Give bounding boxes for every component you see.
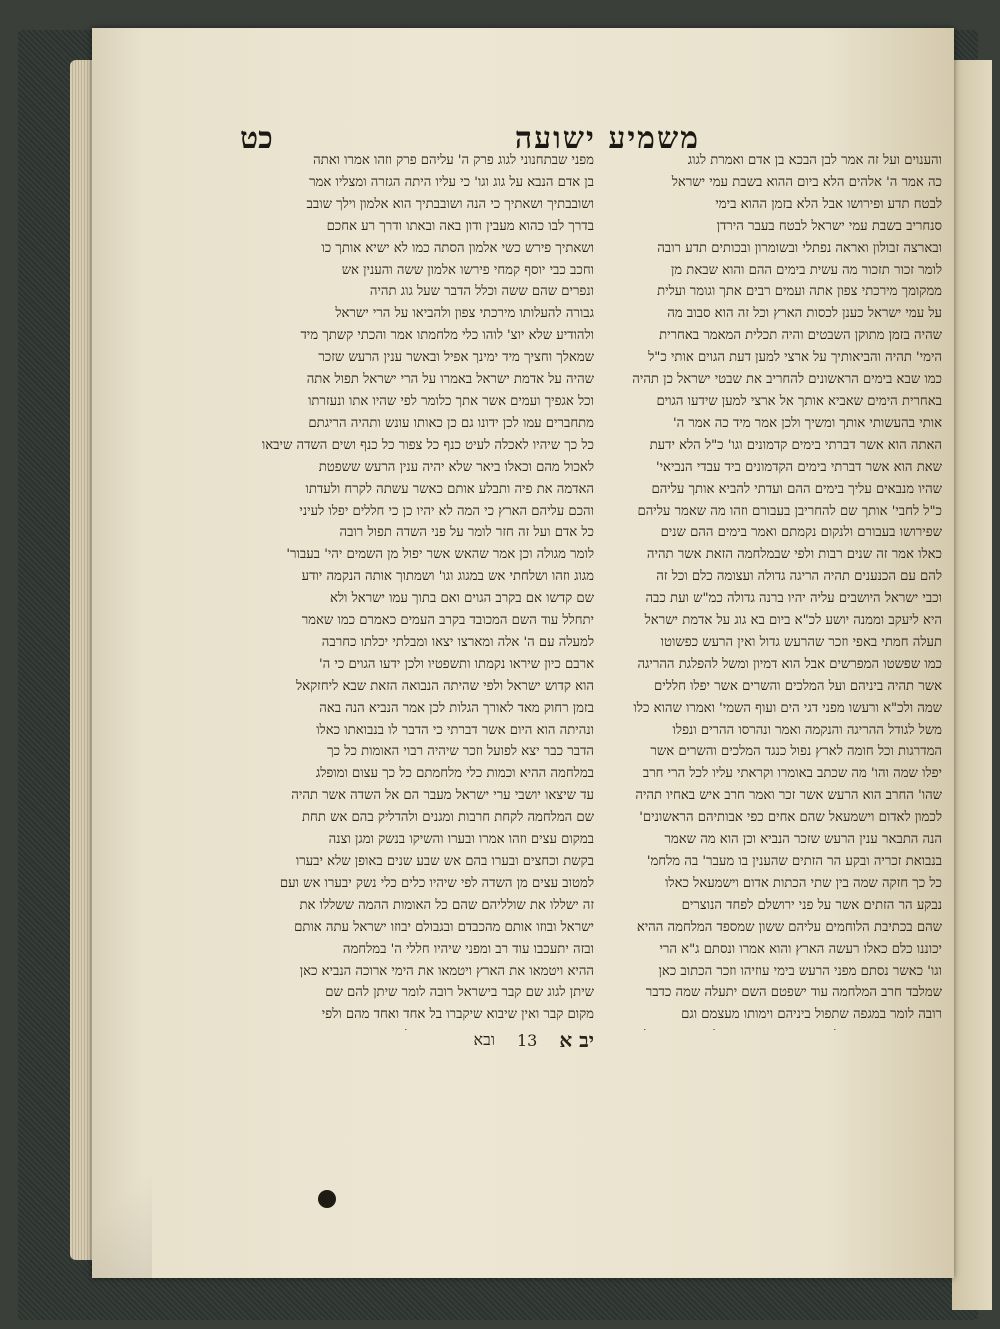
- text-line: משל לגודל ההריגה והנקמה ואמר ונהרסו ההרים ונפלו: [672, 722, 942, 738]
- text-line: המדרגות וכל חומה לארץ נפול כנגד המלכים והשרים אשר: [650, 744, 942, 760]
- text-line: הוא קדוש ישראל ולפי שהיתה הנבואה הזאת שבא ליחזקאל: [296, 678, 594, 694]
- text-line: לבטח תדע ופירושו אבל הלא בזמן ההוא בימי: [715, 196, 942, 212]
- text-line: היא ליעקב וממנה יושע לכ"א ביום בא גוג על אדמת ישראל: [644, 613, 942, 629]
- text-line: ארבם כיון שיראו נקמתו ותשפטיו ולכן ידעו הגוים כי ה': [318, 656, 594, 672]
- text-line: למטוב עצים מן השדה לפי שיהיו כלים כלי נשק יבערו אש ועם: [279, 875, 594, 891]
- text-line: כל כך שיהיו לאכלה לעיט כנף כל צפור כל כנף ושים השדה שיבאו: [261, 437, 594, 453]
- text-line: שמלבד חרב המלחמה עוד ישפטם השם יתעלה שמה כדבר: [645, 985, 942, 1001]
- text-line: והכם עליהם הארץ כי המה לא יהיו כן כי חללים יפלו לעיני: [299, 503, 594, 519]
- text-line: ונפרים שהם ששה וכלל הדבר שעל גוג תהיה: [369, 284, 594, 300]
- text-line: הדבר כבר יצא לפועל וזכר שיהיה רבוי האומות כל כך: [327, 744, 594, 760]
- running-title: משמיע ישועה: [514, 120, 700, 156]
- text-column-left: [254, 150, 594, 1030]
- text-line: להם עם הכנענים תהיה הריגה גדולה ועצומה כלם וכל זה: [656, 569, 942, 585]
- text-line: כל אדם ועל זה חזר לומר על פני השדה תפול רובה: [339, 525, 594, 541]
- text-line: לאכול מהם וכאלו ביאר שלא יהיה ענין הרעש ששפטת: [318, 459, 594, 475]
- text-line: ושובבתיך ושאתיך כי הנה ושובבתיך הוא אלמון וילך שובב: [306, 196, 594, 212]
- text-line: שמאלך וחציך מיד ימינך אפיל ובאשר ענין הרעש שזכר: [318, 350, 594, 366]
- text-line: וכבי ישראל היושבים עליה יהיו ברנה גדולה כמ"ש ועת כבה: [645, 591, 942, 607]
- text-line: [602, 1026, 942, 1030]
- text-line: שהיה על אדמת ישראל באמרו על הרי ישראל תפול אתה: [306, 372, 594, 388]
- text-line: והענוים ועל זה אמר לבן הבכא בן אדם ואמרת לגוג: [687, 153, 942, 168]
- text-line: וחכב כבי יוסף קמחי פירשו אלמון ששה והענין אש: [341, 262, 594, 278]
- text-line: עד שיצאו יושבי ערי ישראל מעבר הם אל השדה אשר תהיה: [291, 788, 594, 804]
- text-line: יפלו שמה והו' מה שכתב באומרו וקראתי עליו לכל הרי חרב: [642, 766, 942, 782]
- text-line: בזמן רחוק מאד לאורך הגלות לכן אמר הנביא הנה באה: [319, 700, 594, 716]
- text-line: כה אמר ה' אלהים הלא ביום ההוא בשבת עמי ישראל: [671, 174, 942, 190]
- text-line: כמו שבא בימים הראשונים להחריב את שבטי ישראל כן תהיה: [632, 372, 942, 388]
- text-line: גבורה להעלותו מירכתי צפון ולהביאו על הרי ישראל: [335, 306, 594, 322]
- text-line: שהיה בזמן מתוקן השבטים והיה תכלית המאמר באחרית: [659, 328, 942, 344]
- text-line: הימי' תהיה והביאותיך על ארצי למען דעת הגוים אותי כ"ל: [648, 350, 942, 366]
- text-line: שם המלחמה לקחת חרבות ומגנים ולהדליק בהם אש תחת: [302, 810, 594, 826]
- text-line: יכוננו כלם כאלו רעשה הארץ והוא אמרו ונסתם ג"א הרי: [659, 941, 942, 957]
- text-line: סנחריב בשבת עמי ישראל לבטח בעבר הירדן: [716, 218, 942, 234]
- text-line: ובארצה זבולון ואראה נפתלי ובשומרון ובכותים תדע רובה: [657, 240, 942, 256]
- text-line: בן אדם הנבא על גוג וגו' כי עליו היתה הגזרה ומצליו אמר: [309, 174, 594, 190]
- text-line: ובזה יתעכבו עוד רב ומפני שיהיו חללי ה' במלחמה: [342, 941, 594, 957]
- text-line: מפני שבתחנוני לגוג פרק ה' עליהם פרק וזהו אמרו ואתה: [313, 153, 594, 168]
- text-line: יתחלל עוד השם המכובד בקרב העמים כאמרם כמו שאמר: [301, 613, 594, 629]
- text-line: זה ישללו את שולליהם שהם כל האומות ההמה ששללו את: [299, 897, 594, 913]
- text-line: מקום קבר ואין שיבוא שיקברו בל אחד ואחד מהם ולפי: [321, 1007, 594, 1023]
- text-line: ולהודיע שלא יוצ' לוהו כלי מלחמתו אמר והכתי קשתך מיד: [300, 328, 594, 344]
- text-line: שהיו מנבאים עליך בימים ההם ועדתי להביא אותך עליהם: [651, 481, 942, 497]
- text-line: באחרית הימים שאביא אותך אל ארצי למען שידעו הגוים: [656, 393, 942, 409]
- text-line: רובה לומר במגפה שתפול ביניהם וימותו מעצמם וגם: [681, 1007, 942, 1023]
- text-line: ונהיתה הוא היום אשר דברתי כי הדבר לו בנבואתו כאלו: [316, 722, 594, 738]
- text-line: במלחמה ההיא וכמות כלי מלחמתם כל כך עצום ומופלג: [315, 766, 594, 782]
- text-line: כמו שפשטו המפרשים אבל הוא דמיון ומשל להפלגת ההריגה: [637, 656, 942, 672]
- text-line: כל כך חזקה שמה בין שתי הכתות אדום וישמעאל כאלו: [665, 875, 942, 891]
- text-line: כ"ל לחבי' אותך שם להחריבן בעבורם וזהו מה שאמר עליהם: [637, 503, 942, 519]
- text-line: שהם בכתיבת הלוחמים עליהם ששון שמספד המלחמה ההיא: [636, 919, 942, 935]
- text-line: בדרך לבו כהוא מעבין ודון באה ובאתו ודרך רע אחכם: [326, 218, 594, 234]
- text-line: ושאתיך פירש כשי אלמון הסתה כמו לא ישיא אותך כו: [321, 240, 594, 256]
- text-line: ממקומך מירכתי צפון אתה ועמים רבים אתך וגומר ועלית: [657, 284, 942, 300]
- text-line: ההיא ויטמאו את הארץ ויטמאו את הימי ארוכה הנביא כאן: [299, 963, 594, 979]
- text-line: וכל אגפיך ועמים אשר אתך כלומר לפי שהיו אתו ונעזרתו: [308, 393, 594, 409]
- text-line: על עמי ישראל כענן לכסות הארץ וכל זה הוא סבוב מה: [667, 306, 942, 322]
- text-line: בקשת וכחצים ובערו בהם אש שבע שנים באופן שלא יבערו: [295, 854, 594, 869]
- text-line: מגוג וזהו ושלחתי אש במגוג וגו' ושמתוך אותה הנקמה יודע: [301, 569, 594, 585]
- text-line: במקום עצים וזהו אמרו ובערו והשיקו בנשק ומגן וצנה: [328, 832, 594, 848]
- text-line: וגו' כאשר נסתם מפני הרעש בימי עוזיהו וזכר הכתוב כאן: [658, 963, 942, 979]
- text-line: כאלו אמר זה שנים רבות ולפי שבמלחמה הזאת אשר תהיה: [646, 547, 942, 563]
- text-line: תעלה חמתי באפי וזכר שהרעש גדול ואין הרעש כפשוטו: [660, 634, 942, 650]
- text-line: לומר מגולה וכן אמר שהאש אשר יפול מן השמים יהי' בעבור': [286, 547, 594, 563]
- text-line: לומר זכור תזכור מה עשית בימים ההם והוא שבאת מן: [670, 262, 942, 278]
- text-line: האתה הוא אשר דברתי בימים קדמונים וגו' כ"ל הלא ידעת: [649, 437, 942, 453]
- signature-number: 13: [516, 1030, 538, 1050]
- text-line: אשר תהיה ביניהם ועל המלכים והשרים אשר יפלו חללים: [654, 678, 942, 694]
- text-line: ישראל ובוזו אותם מהכבדם ובגבולם יבוזו ישראל עתה אותם: [294, 919, 594, 935]
- text-column-right: [602, 150, 942, 1030]
- text-line: למעלה עם ה' אלה ומארצו יצאו ומבלתי יכלתו כחרבה: [321, 634, 594, 650]
- page-fold-shadow: [92, 1150, 152, 1280]
- text-line: לכמון לאדום וישמעאל שהם אחים כפי אבותיהם הראשונים': [639, 810, 942, 826]
- text-line: שיתן לגוג שם קבר בישראל רובה לומר שיתן להם שם: [325, 985, 594, 1001]
- text-line: אותי בהעשותי אותך ומשיך ולכן אמר מיד כה אמר ה': [672, 415, 942, 431]
- text-line: שהו' החרב הוא הרעש אשר זכר ואמר חרב איש באחיו תהיה: [635, 788, 942, 804]
- facing-page-edge: [952, 60, 992, 1310]
- catchword: ובא: [473, 1030, 495, 1049]
- catchword-line: [254, 1026, 594, 1054]
- text-line: שמה ולכ"א ורעשו מפני דגי הים ועוף השמי' ואמרו שהוא כלו: [633, 700, 942, 716]
- folio-number: כט: [240, 120, 273, 156]
- text-line: שפירושו בעבורם ולנקום נקמתם ואמר בימים ההם שנים: [660, 525, 942, 541]
- text-line: מתחברים עמו לכן ידונו גם כן כאותו עונש ותהיה הריגתם: [308, 415, 594, 431]
- signature-mark: יב א: [559, 1027, 594, 1052]
- text-line: בנבואת זכריה ובקע הר הזתים שהענין בו מעבר' בה מלחמ': [646, 854, 942, 869]
- text-line: נבקע הר הזתים אשר על פני ירושלם לפחד הנוצרים: [681, 897, 942, 913]
- text-line: שאת הוא אשר דברתי בימים הקדמונים ביד עבדי הנביאי': [655, 459, 942, 475]
- text-line: שם קדשו אם בקרב הגוים ואם בתוך עמו ישראל ולא: [329, 591, 594, 607]
- text-line: הנה התבאר ענין הרעש שזכר הנביא וכן הוא מה שאמר: [664, 832, 942, 848]
- text-line: האדמה את פיה ותבלע אותם כאשר עשתה לקרח ולעדתו: [305, 481, 594, 497]
- ink-spot: [318, 1190, 336, 1208]
